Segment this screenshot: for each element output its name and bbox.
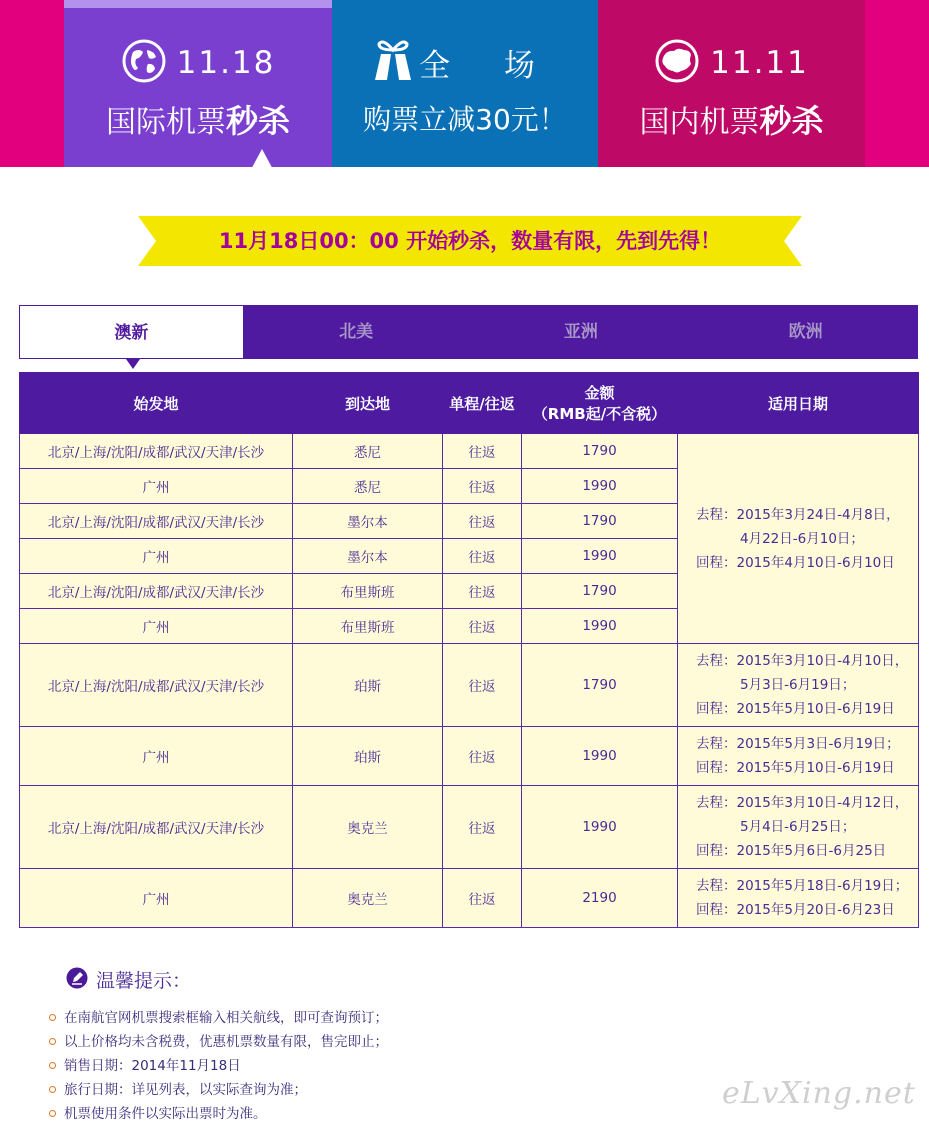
list-item: 旅行日期：详见列表，以实际查询为准； (48, 1078, 388, 1102)
cell-origin: 北京/上海/沈阳/成都/武汉/天津/长沙 (20, 786, 293, 869)
header-destination: 到达地 (293, 373, 443, 434)
cell-dates: 去程：2015年3月24日-4月8日， 4月22日-6月10日； 回程：2015年4月10日-6月10日 (678, 434, 919, 644)
cell-dates: 去程：2015年3月10日-4月12日， 5月4日-6月25日； 回程：2015年5月6日-6月25日 (678, 786, 919, 869)
active-tab-pointer (126, 359, 140, 369)
header-trip-type: 单程/往返 (443, 373, 522, 434)
tips-title: 温馨提示： (96, 970, 192, 992)
cell-destination: 布里斯班 (293, 574, 443, 609)
cell-destination: 悉尼 (293, 434, 443, 469)
cell-price: 1790 (522, 574, 678, 609)
active-panel-notch (248, 149, 276, 175)
cell-price: 1990 (522, 539, 678, 574)
cell-price: 2190 (522, 869, 678, 928)
site-watermark: eLvXing.net (722, 1076, 916, 1111)
cell-trip: 往返 (443, 786, 522, 869)
header-origin: 始发地 (20, 373, 293, 434)
header-dates: 适用日期 (678, 373, 919, 434)
ribbon-text: 11月18日00：00 开始秒杀，数量有限，先到先得！ (218, 229, 722, 253)
region-tabs (19, 305, 918, 359)
cell-origin: 北京/上海/沈阳/成都/武汉/天津/长沙 (20, 434, 293, 469)
cell-destination: 奥克兰 (293, 786, 443, 869)
tab-asia[interactable]: 亚洲 (563, 322, 598, 342)
china-map-icon (654, 38, 700, 88)
gift-icon (373, 38, 413, 86)
cell-trip: 往返 (443, 539, 522, 574)
intl-flash-sale-panel[interactable] (64, 0, 332, 167)
cell-destination: 珀斯 (293, 727, 443, 786)
cell-origin: 广州 (20, 869, 293, 928)
table-row (20, 727, 919, 786)
cell-origin: 广州 (20, 609, 293, 644)
table-row (20, 644, 919, 727)
list-item: 在南航官网机票搜索框输入相关航线，即可查询预订； (48, 1006, 388, 1030)
cell-origin: 北京/上海/沈阳/成都/武汉/天津/长沙 (20, 504, 293, 539)
globe-icon (121, 38, 167, 88)
cell-price: 1790 (522, 644, 678, 727)
fare-table (19, 372, 919, 928)
table-row (20, 869, 919, 928)
table-row (20, 786, 919, 869)
domestic-flash-sale-panel[interactable] (598, 0, 865, 167)
cell-origin: 广州 (20, 469, 293, 504)
cell-trip: 往返 (443, 727, 522, 786)
cell-price: 1990 (522, 469, 678, 504)
list-item: 销售日期：2014年11月18日 (48, 1054, 388, 1078)
pen-icon (66, 967, 88, 993)
cell-origin: 北京/上海/沈阳/成都/武汉/天津/长沙 (20, 574, 293, 609)
cell-destination: 墨尔本 (293, 539, 443, 574)
list-item: 以上价格均未含税费，优惠机票数量有限，售完即止； (48, 1030, 388, 1054)
cell-origin: 广州 (20, 727, 293, 786)
cell-trip: 往返 (443, 504, 522, 539)
cell-dates: 去程：2015年5月3日-6月19日； 回程：2015年5月10日-6月19日 (678, 727, 919, 786)
cell-origin: 北京/上海/沈阳/成都/武汉/天津/长沙 (20, 644, 293, 727)
list-item: 机票使用条件以实际出票时为准。 (48, 1102, 388, 1126)
cell-origin: 广州 (20, 539, 293, 574)
cell-trip: 往返 (443, 609, 522, 644)
cell-price: 1990 (522, 727, 678, 786)
sale-start-ribbon (138, 216, 802, 266)
cell-trip: 往返 (443, 434, 522, 469)
cell-trip: 往返 (443, 574, 522, 609)
cell-destination: 布里斯班 (293, 609, 443, 644)
domestic-sale-date: 11.11 (710, 45, 809, 81)
discount-panel[interactable] (332, 0, 598, 167)
domestic-sale-title: 国内机票秒杀 (639, 102, 824, 140)
cell-price: 1990 (522, 786, 678, 869)
tips-heading (66, 966, 191, 993)
cell-dates: 去程：2015年3月10日-4月10日， 5月3日-6月19日； 回程：2015年5月10日-6月19日 (678, 644, 919, 727)
tab-north-america[interactable]: 北美 (339, 322, 374, 342)
tips-list (48, 1006, 388, 1126)
cell-destination: 墨尔本 (293, 504, 443, 539)
cell-price: 1790 (522, 504, 678, 539)
table-header-row (20, 373, 919, 434)
top-banner (0, 0, 929, 167)
header-price: 金额 （RMB起/不含税） (522, 373, 678, 434)
cell-trip: 往返 (443, 469, 522, 504)
tab-oceania[interactable]: 澳新 (19, 305, 244, 359)
cell-destination: 珀斯 (293, 644, 443, 727)
tab-europe[interactable]: 欧洲 (788, 322, 823, 342)
cell-price: 1790 (522, 434, 678, 469)
cell-trip: 往返 (443, 869, 522, 928)
cell-trip: 往返 (443, 644, 522, 727)
intl-sale-title: 国际机票秒杀 (105, 102, 290, 140)
cell-price: 1990 (522, 609, 678, 644)
cell-destination: 悉尼 (293, 469, 443, 504)
discount-line2: 购票立减30元！ (363, 103, 567, 136)
cell-dates: 去程：2015年5月18日-6月19日； 回程：2015年5月20日-6月23日 (678, 869, 919, 928)
intl-sale-date: 11.18 (176, 45, 276, 81)
discount-line1: 全 场 (419, 47, 557, 84)
table-row (20, 434, 919, 469)
cell-destination: 奥克兰 (293, 869, 443, 928)
